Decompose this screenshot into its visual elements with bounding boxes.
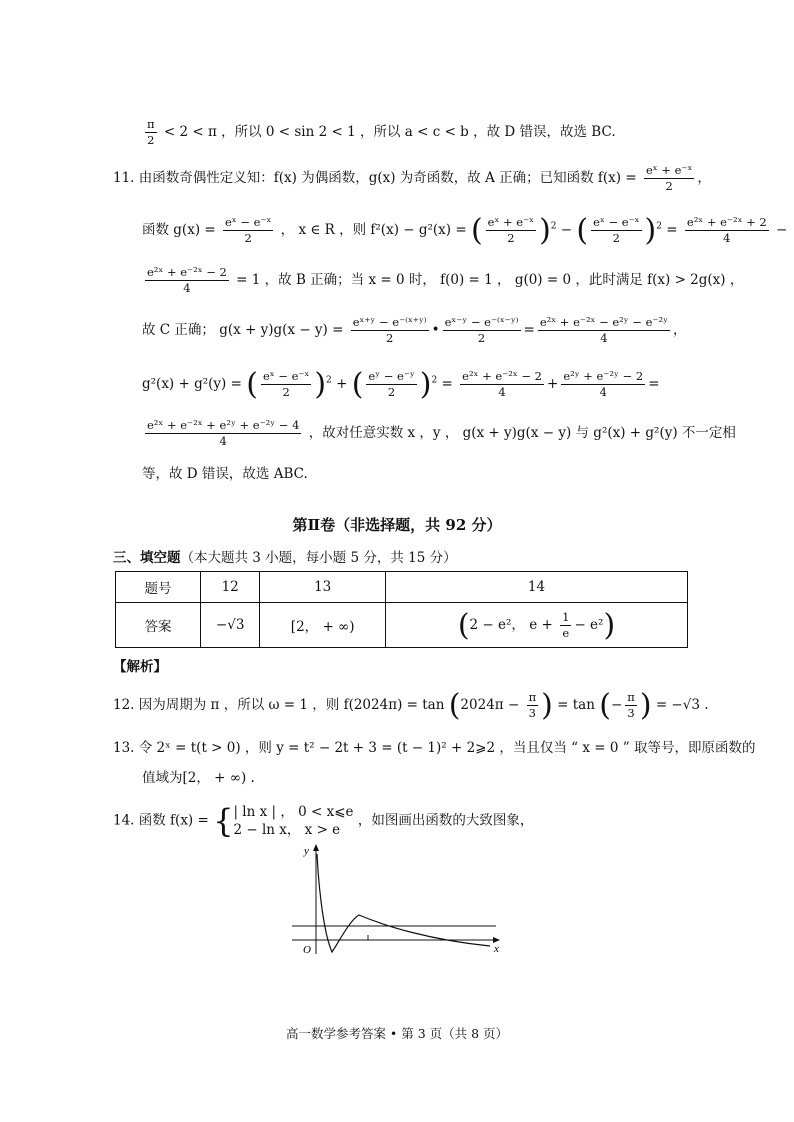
answer-cell: (2 − e²， e + $\frac{1}{e}$ − e²) [386, 603, 688, 648]
p11-line-2: 函数 g(x) = $\frac{\text{eˣ − e⁻ˣ}}{2}$ ， x ∈ R ，则 f²(x) − g²(x) = ( $\frac{\text{eˣ + e⁻ˣ}}{2}$ )$^2$ − ( $\frac{\text{eˣ − e⁻ˣ}}{2}$ )$^2$ = $\frac{\text{e²ˣ + e⁻²ˣ + 2}}{4}$ − [142, 213, 788, 248]
header-cell: 13 [260, 572, 386, 603]
header-cell: 14 [386, 572, 688, 603]
gx-fraction: $\frac{\text{eˣ − e⁻ˣ}}{2}$ [262, 369, 310, 399]
p13-line-1: 13. 令 2ˣ = t(t > 0) ，则 y = t² − 2t + 3 = (t − 1)² + 2⩾2 ，当且仅当 “ x = 0 ” 取等号，即原函数的 [113, 740, 756, 756]
product-result-fraction: $\frac{\text{e²ˣ + e⁻²ˣ − e²ʸ − e⁻²ʸ}}{4}$ [539, 315, 668, 345]
pi-over-3-fraction: $\frac{\pi}{3}$ [627, 690, 635, 720]
p13-line-2: 值域为[2， + ∞) . [142, 770, 255, 786]
page-footer: 高一数学参考答案 • 第 3 页（共 8 页） [285, 1026, 509, 1041]
expansion-fraction: $\frac{\text{e²ˣ + e⁻²ˣ + 2}}{4}$ [686, 215, 767, 245]
p11-line-6: $\frac{\text{e²ˣ + e⁻²ˣ + e²ʸ + e⁻²ʸ − 4}}{4}$ ，故对任意实数 x ，y ， g(x + y)g(x − y) 与 g²(x) + g²(y) 不一定相 [147, 418, 736, 448]
y-axis-label: y [304, 845, 309, 857]
p10-tail-line [142, 117, 616, 148]
section-3-heading: 三、填空题（本大题共 3 小题，每小题 5 分，共 15 分） [113, 550, 457, 566]
gy-fraction: $\frac{\text{eʸ − e⁻ʸ}}{2}$ [368, 369, 415, 399]
answer-table [115, 571, 688, 648]
g-sum-fraction: $\frac{\text{eˣ⁺ʸ − e⁻⁽ˣ⁺ʸ⁾}}{2}$ [352, 315, 427, 345]
g-definition-fraction: $\frac{\text{eˣ − e⁻ˣ}}{2}$ [224, 215, 272, 245]
p11-line-3: $\frac{\text{e²ˣ + e⁻²ˣ − 2}}{4}$ = 1 ，故 B 正确；当 x = 0 时， f(0) = 1 ， g(0) = 0 ，此时满足 f(x) > 2g(x) ， [147, 265, 744, 295]
answer-cell: 答案 [116, 603, 201, 648]
function-curve [317, 854, 490, 952]
p12-line: 12. 因为周期为 π ，所以 ω = 1 ，则 f(2024π) = tan (2024π − $\frac{\pi}{3}$ ) = tan (− $\frac{\pi}{3}$ ) = −√3 . [113, 688, 709, 723]
table-row [116, 572, 688, 603]
table-row [116, 603, 688, 648]
gy-squared-fraction: $\frac{\text{e²ʸ + e⁻²ʸ − 2}}{4}$ [563, 369, 644, 399]
gx-squared-fraction: $\frac{\text{e²ˣ + e⁻²ˣ − 2}}{4}$ [462, 369, 543, 399]
y-axis-arrow [313, 844, 319, 851]
analysis-label: 【解析】 [113, 659, 167, 675]
g-diff-fraction: $\frac{\text{eˣ⁻ʸ − e⁻⁽ˣ⁻ʸ⁾}}{2}$ [444, 315, 519, 345]
one-over-e-fraction: $\frac{1}{e}$ [562, 609, 570, 640]
g-squared-fraction: $\frac{\text{eˣ − e⁻ˣ}}{2}$ [593, 215, 640, 245]
p11-line-7: 等，故 D 错误，故选 ABC. [142, 466, 308, 482]
pi-over-2-fraction: $\frac{\pi}{2}$ [147, 117, 155, 147]
header-cell: 题号 [116, 572, 201, 603]
f-squared-fraction: $\frac{\text{eˣ + e⁻ˣ}}{2}$ [487, 215, 535, 245]
minus-term-fraction: $\frac{\text{e²ˣ + e⁻²ˣ − 2}}{4}$ [147, 265, 227, 295]
origin-label: O [303, 944, 311, 956]
p10-tail-text: < 2 < π ，所以 0 < sin 2 < 1 ，所以 a < c < b ，故 D 错误，故选 BC. [163, 124, 616, 140]
function-graph [290, 842, 505, 960]
f-definition-fraction: $\frac{\text{eˣ + e⁻ˣ}}{2}$ [645, 163, 693, 193]
header-cell: 12 [201, 572, 260, 603]
part-2-title: 第Ⅱ卷（非选择题，共 92 分） [292, 516, 502, 534]
answer-cell: [2， + ∞) [260, 603, 386, 648]
p11-line-5: g²(x) + g²(y) = ( $\frac{\text{eˣ − e⁻ˣ}}{2}$ )$^2$ + ( $\frac{\text{eʸ − e⁻ʸ}}{2}$ )$^2$ = $\frac{\text{e²ˣ + e⁻²ˣ − 2}}{4}$ + $\frac{\text{e²ʸ + e⁻²ʸ − 2}}{4}$ = [142, 367, 660, 402]
p14-line: 14. 函数 f(x) = { | ln x | ， 0 < x⩽e 2 − ln x， x > e ，如图画出函数的大致图象， [113, 802, 534, 840]
x-axis-label: x [494, 943, 499, 955]
piecewise-cases: | ln x | ， 0 < x⩽e 2 − ln x， x > e [233, 804, 354, 838]
p11-line-4: 故 C 正确； g(x + y)g(x − y) = $\frac{\text{eˣ⁺ʸ − e⁻⁽ˣ⁺ʸ⁾}}{2}$ • $\frac{\text{eˣ⁻ʸ − e⁻⁽ˣ⁻ʸ⁾}}{2}$ = $\frac{\text{e²ˣ + e⁻²ˣ − e²ʸ − e⁻²ʸ}}{4}$ ， [142, 315, 687, 345]
p11-line-1: 11. 由函数奇偶性定义知：f(x) 为偶函数，g(x) 为奇函数，故 A 正确；已知函数 f(x) = $\frac{\text{eˣ + e⁻ˣ}}{2}$ ， [113, 163, 711, 193]
pi-over-3-fraction: $\frac{\pi}{3}$ [528, 690, 537, 720]
sum-result-fraction: $\frac{\text{e²ˣ + e⁻²ˣ + e²ʸ + e⁻²ʸ − 4}}{4}$ [147, 418, 300, 448]
answer-cell: −√3 [201, 603, 260, 648]
